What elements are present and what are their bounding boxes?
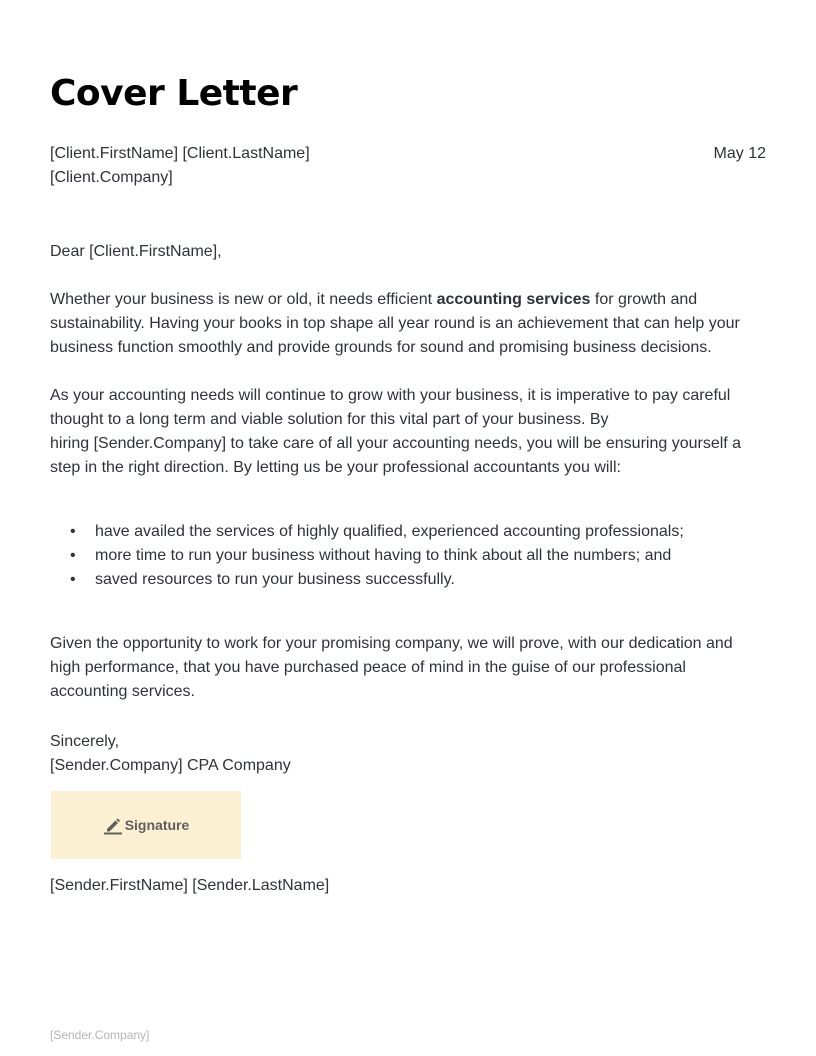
recipient-name: [Client.FirstName] [Client.LastName] (50, 145, 310, 162)
paragraph-intro-end: for growth and sustainability. Having your books in top shape all year round is an achievement that can help your business function smoothly and provide grounds for sound and promising business decisions. (50, 291, 740, 356)
list-item (50, 568, 684, 592)
bullet-marker: • (70, 571, 76, 588)
pen-icon (103, 815, 123, 835)
paragraph-intro-bold: accounting services (436, 291, 591, 308)
footer-company: [Sender.Company] (50, 1028, 150, 1042)
sender-company-line: [Sender.Company] CPA Company (50, 757, 291, 774)
signature-label: Signature (124, 817, 190, 833)
signature-field[interactable] (51, 791, 241, 859)
sender-name: [Sender.FirstName] [Sender.LastName] (50, 877, 330, 894)
list-item-text: more time to run your business without having to think about all the numbers; and (95, 547, 672, 564)
list-item (50, 544, 684, 568)
paragraph-needs-line-2: thought to a long term and viable solution for this vital part of your business. By (50, 411, 609, 428)
list-item-text: saved resources to run your business successfully. (95, 571, 455, 588)
paragraph-intro (50, 288, 766, 360)
paragraph-closing: Given the opportunity to work for your promising company, we will prove, with our dedication and high performance, that you have purchased peace of mind in the guise of our professional accounting services. (50, 635, 733, 700)
closing-salutation: Sincerely, (50, 733, 120, 750)
bullet-marker: • (70, 547, 76, 564)
paragraph-needs-line-4: step in the right direction. By letting us be your professional accountants you will: (50, 459, 621, 476)
list-item (50, 520, 684, 544)
benefits-list (50, 520, 684, 592)
paragraph-intro-start: Whether your business is new or old, it needs efficient (50, 291, 437, 308)
bullet-marker: • (70, 523, 76, 540)
recipient-company: [Client.Company] (50, 169, 173, 186)
salutation: Dear [Client.FirstName], (50, 243, 222, 260)
list-item-text: have availed the services of highly qualified, experienced accounting professionals; (95, 523, 684, 540)
paragraph-needs-line-1: As your accounting needs will continue to grow with your business, it is imperative to pay careful (50, 387, 731, 404)
paragraph-needs-line-3: hiring [Sender.Company] to take care of all your accounting needs, you will be ensuring yourself a (50, 435, 742, 452)
letter-date: May 12 (713, 145, 766, 162)
document-title: Cover Letter (50, 73, 298, 114)
